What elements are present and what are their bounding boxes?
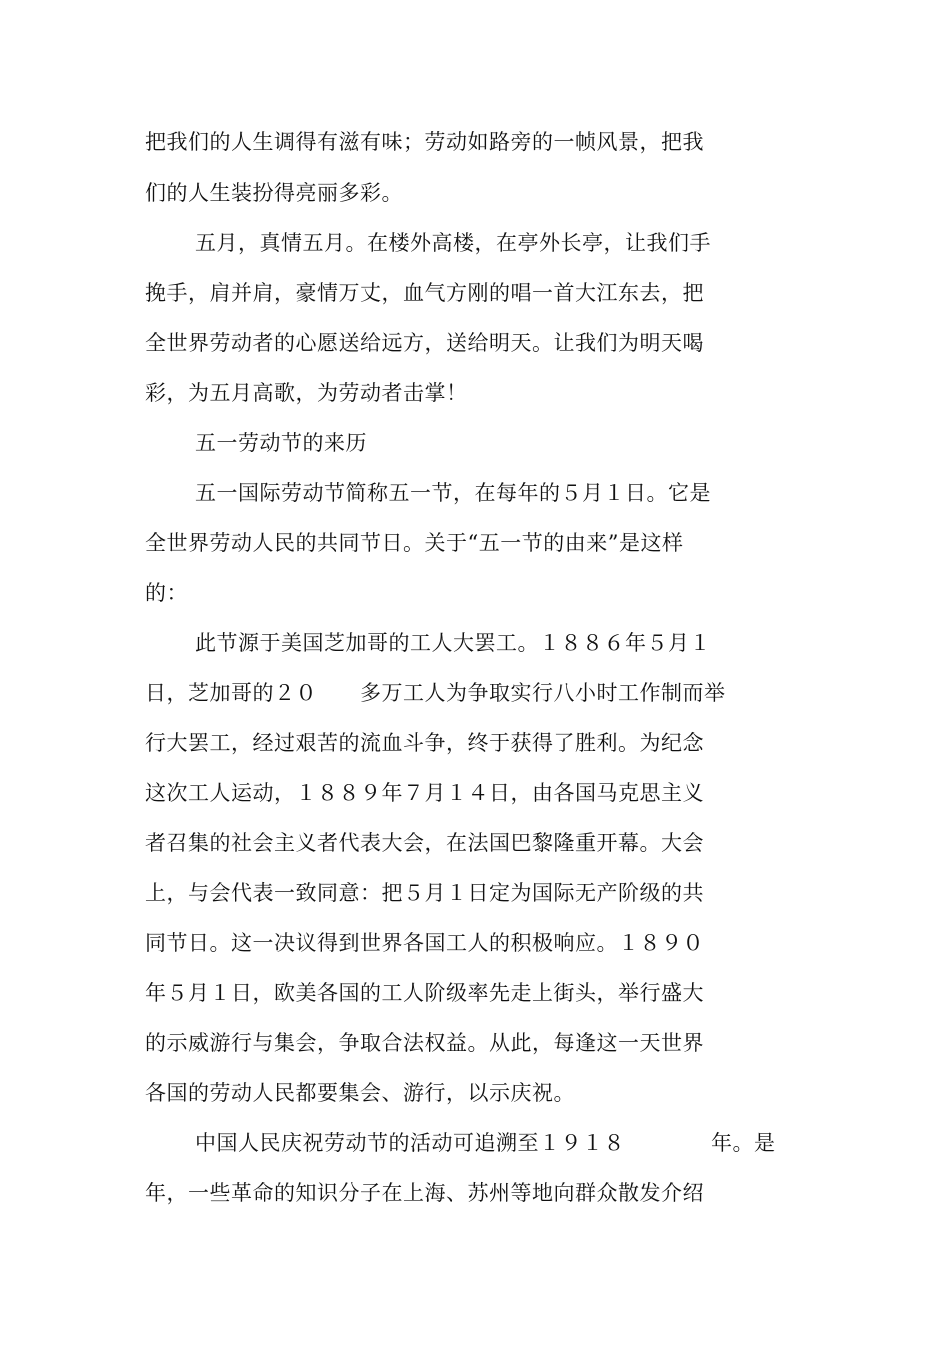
paragraph-start-line: 五月，真情五月。在楼外高楼，在亭外长亭，让我们手	[195, 231, 711, 255]
section-heading: 五一劳动节的来历	[195, 431, 367, 455]
text-line: 者召集的社会主义者代表大会，在法国巴黎隆重开幕。大会	[145, 831, 704, 855]
text-line: 的：	[145, 581, 188, 605]
text-line: 全世界劳动人民的共同节日。关于“五一节的由来”是这样	[145, 531, 684, 555]
text-line: 的示威游行与集会，争取合法权益。从此，每逢这一天世界	[145, 1031, 704, 1055]
text-line: 这次工人运动，１８８９年７月１４日，由各国马克思主义	[145, 781, 704, 805]
text-line: 彩，为五月高歌，为劳动者击掌！	[145, 381, 468, 405]
text-line: 行大罢工，经过艰苦的流血斗争，终于获得了胜利。为纪念	[145, 731, 704, 755]
text-line: 同节日。这一决议得到世界各国工人的积极响应。１８９０	[145, 931, 704, 955]
text-line: 各国的劳动人民都要集会、游行，以示庆祝。	[145, 1081, 575, 1105]
text-line: 挽手，肩并肩，豪情万丈，血气方刚的唱一首大江东去，把	[145, 281, 704, 305]
text-line: 日，芝加哥的２０ 多万工人为争取实行八小时工作制而举	[145, 681, 726, 705]
text-line: 上，与会代表一致同意：把５月１日定为国际无产阶级的共	[145, 881, 704, 905]
text-line: 年５月１日，欧美各国的工人阶级率先走上街头，举行盛大	[145, 981, 704, 1005]
text-line: 年，一些革命的知识分子在上海、苏州等地向群众散发介绍	[145, 1181, 704, 1205]
paragraph-start-line: 中国人民庆祝劳动节的活动可追溯至１９１８ 年。是	[195, 1131, 776, 1155]
text-line: 把我们的人生调得有滋有味；劳动如路旁的一帧风景，把我	[145, 130, 704, 154]
paragraph-start-line: 五一国际劳动节简称五一节，在每年的５月１日。它是	[195, 481, 711, 505]
text-line: 全世界劳动者的心愿送给远方，送给明天。让我们为明天喝	[145, 331, 704, 355]
paragraph-start-line: 此节源于美国芝加哥的工人大罢工。１８８６年５月１	[195, 631, 711, 655]
text-line: 们的人生装扮得亮丽多彩。	[145, 181, 403, 205]
